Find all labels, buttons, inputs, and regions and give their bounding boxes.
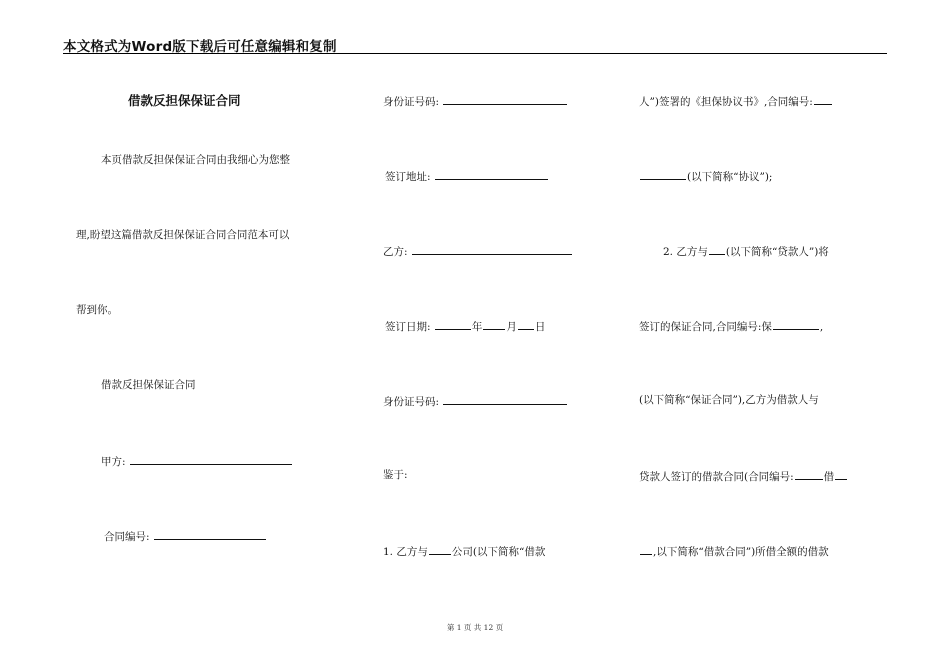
month-blank — [483, 318, 505, 330]
month-label: 月 — [506, 321, 517, 333]
intro-line-1: 本页借款反担保保证合同由我细心为您整 — [101, 154, 290, 166]
guarantee-no-blank — [773, 318, 819, 330]
col3-line-7 — [639, 543, 829, 559]
id-no-label-1: 身份证号码: — [383, 96, 440, 108]
day-label: 日 — [534, 321, 546, 333]
sign-addr-blank — [435, 168, 548, 180]
guarantee-comma: , — [819, 321, 824, 333]
party-b-blank — [412, 243, 572, 255]
year-blank — [435, 318, 471, 330]
sign-addr-label: 签订地址: — [385, 171, 431, 183]
intro-line-2: 理,盼望这篇借款反担保保证合同合同范本可以 — [76, 229, 290, 241]
party-a-blank — [130, 453, 292, 465]
id-no-row-1 — [383, 93, 568, 109]
col3-line-2 — [639, 168, 772, 184]
column-2 — [380, 0, 600, 672]
contract-no-label: 合同编号: — [104, 531, 150, 543]
party-b-label: 乙方: — [383, 246, 408, 258]
item-1-line — [383, 543, 545, 559]
column-3 — [636, 0, 888, 672]
agreement-alias: (以下简称“协议”); — [687, 171, 773, 183]
col3-line-1 — [639, 93, 833, 109]
year-label: 年 — [471, 321, 483, 333]
item-1-prefix: 1. 乙方与 — [383, 546, 428, 558]
sign-date-row — [385, 318, 545, 334]
loan-contract-alias: ,以下简称“借款合同”)所借全额的借款 — [653, 546, 829, 558]
loan-no-blank — [795, 468, 823, 480]
id-no-row-2 — [383, 393, 568, 409]
loan-no-blank-2 — [835, 468, 847, 480]
sign-addr-row — [385, 168, 549, 184]
col3-line-5: (以下简称“保证合同”),乙方为借款人与 — [639, 394, 819, 406]
whereas-line: 鉴于: — [383, 469, 408, 481]
id-no-label-2: 身份证号码: — [383, 396, 440, 408]
contract-no-blank — [154, 528, 266, 540]
day-blank — [518, 318, 534, 330]
party-a-row — [101, 453, 293, 469]
party-a-label: 甲方: — [101, 456, 126, 468]
document-title: 借款反担保保证合同 — [128, 93, 241, 108]
col3-line-6 — [639, 468, 848, 484]
contract-subtitle: 借款反担保保证合同 — [101, 379, 196, 391]
lender-blank — [709, 243, 725, 255]
col3-line-3 — [663, 243, 829, 259]
column-1 — [0, 0, 330, 672]
party-b-row — [383, 243, 573, 259]
guarantee-contract-text: 签订的保证合同,合同编号:保 — [639, 321, 772, 333]
agreement-no-blank — [814, 93, 832, 105]
col3-line-4 — [639, 318, 823, 334]
sign-date-label: 签订日期: — [385, 321, 431, 333]
company-blank — [429, 543, 451, 555]
item-2-suffix: (以下简称“贷款人”)将 — [725, 246, 829, 258]
agreement-text: 人”)签署的《担保协议书》,合同编号: — [639, 96, 813, 108]
id-no-blank-1 — [443, 93, 567, 105]
item-2-prefix: 2. 乙方与 — [663, 246, 708, 258]
loan-no-prefix: 借 — [823, 471, 835, 483]
page-number-footer: 第 1 页 共 12 页 — [446, 623, 504, 632]
item-1-suffix: 公司(以下简称“借款 — [451, 546, 546, 558]
loan-contract-text: 贷款人签订的借款合同(合同编号: — [639, 471, 794, 483]
loan-no-blank-cont — [640, 543, 652, 555]
header-title: 本文格式为Word版下载后可任意编辑和复制 — [63, 39, 337, 55]
contract-no-row — [104, 528, 267, 544]
intro-line-3: 帮到你。 — [76, 304, 118, 316]
id-no-blank-2 — [443, 393, 567, 405]
agreement-no-blank-cont — [640, 168, 686, 180]
